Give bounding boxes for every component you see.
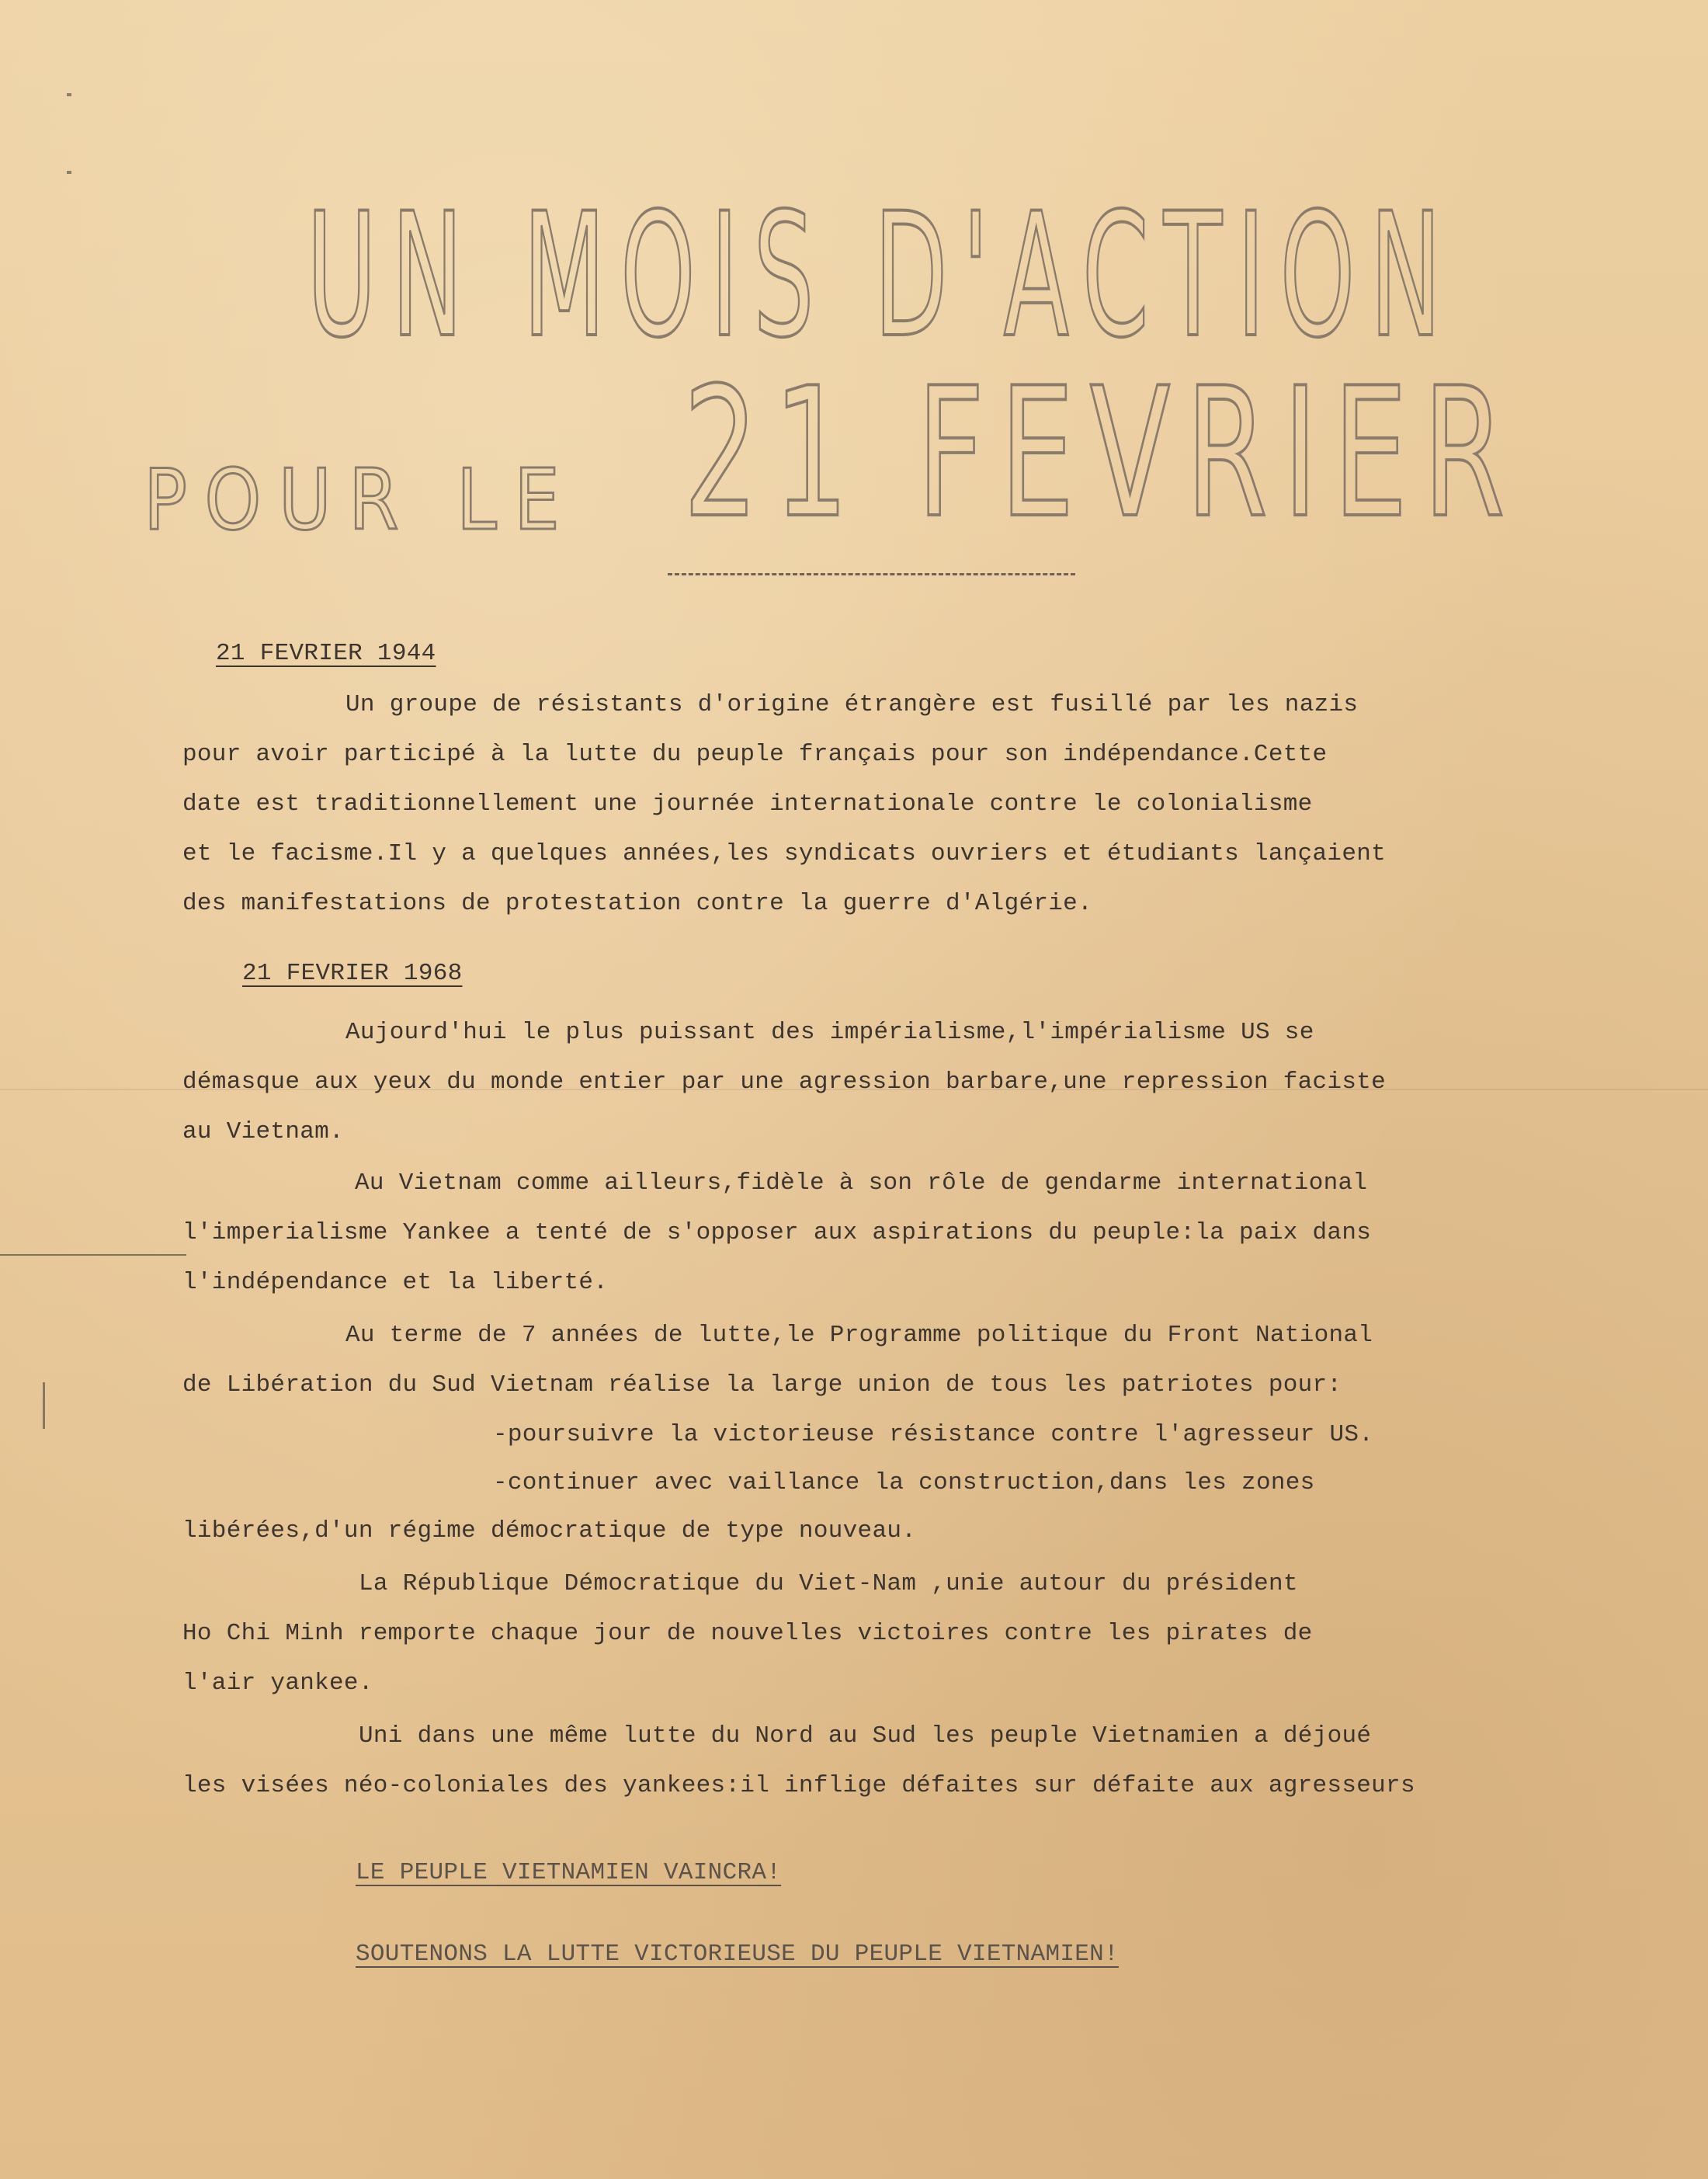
text-line: des manifestations de protestation contre la guerre d'Algérie. (182, 890, 1092, 917)
text-line: démasque aux yeux du monde entier par une agression barbare,une repression faciste (182, 1069, 1387, 1096)
section-heading-1944: 21 FEVRIER 1944 (216, 640, 436, 667)
text-line: La République Démocratique du Viet-Nam ,unie autour du président (359, 1570, 1298, 1597)
text-line: Aujourd'hui le plus puissant des impérialisme,l'impérialisme US se (345, 1019, 1314, 1046)
list-item: -continuer avec vaillance la construction,dans les zones (493, 1469, 1315, 1496)
text-line: Uni dans une même lutte du Nord au Sud les peuple Vietnamien a déjoué (359, 1722, 1372, 1750)
text-line: les visées néo-coloniales des yankees:il inflige défaites sur défaite aux agresseurs (182, 1772, 1415, 1799)
text-line: l'air yankee. (182, 1670, 373, 1697)
slogan-2: SOUTENONS LA LUTTE VICTORIEUSE DU PEUPLE VIETNAMIEN! (356, 1941, 1119, 1968)
edge-mark (43, 1382, 45, 1429)
edge-mark (67, 93, 71, 96)
text-line: de Libération du Sud Vietnam réalise la large union de tous les patriotes pour: (182, 1371, 1342, 1399)
text-line: Au terme de 7 années de lutte,le Programme politique du Front National (345, 1322, 1373, 1349)
list-item: -poursuivre la victorieuse résistance contre l'agresseur US. (493, 1421, 1374, 1448)
slogan-1: LE PEUPLE VIETNAMIEN VAINCRA! (356, 1859, 782, 1886)
text-line: l'imperialisme Yankee a tenté de s'opposer aux aspirations du peuple:la paix dans (182, 1219, 1372, 1246)
edge-mark (67, 171, 71, 174)
text-line: Un groupe de résistants d'origine étrangère est fusillé par les nazis (345, 691, 1359, 718)
title-underline (668, 573, 1075, 575)
text-line: date est traditionnellement une journée internationale contre le colonialisme (182, 791, 1313, 818)
title-line-1: UN MOIS D'ACTION (307, 176, 1456, 375)
text-line: et le facisme.Il y a quelques années,les syndicats ouvriers et étudiants lançaient (182, 840, 1387, 867)
title-line-2: 21 FEVRIER (683, 350, 1521, 558)
edge-mark (0, 1254, 186, 1256)
text-line: l'indépendance et la liberté. (182, 1269, 609, 1296)
text-line: Ho Chi Minh remporte chaque jour de nouvelles victoires contre les pirates de (182, 1620, 1313, 1647)
text-line: pour avoir participé à la lutte du peuple français pour son indépendance.Cette (182, 741, 1328, 768)
text-line: au Vietnam. (182, 1118, 344, 1145)
section-heading-1968: 21 FEVRIER 1968 (242, 960, 463, 987)
text-line: libérées,d'un régime démocratique de type nouveau. (182, 1517, 917, 1545)
text-line: Au Vietnam comme ailleurs,fidèle à son rôle de gendarme international (355, 1169, 1368, 1197)
title-prefix: POUR LE (144, 452, 578, 549)
